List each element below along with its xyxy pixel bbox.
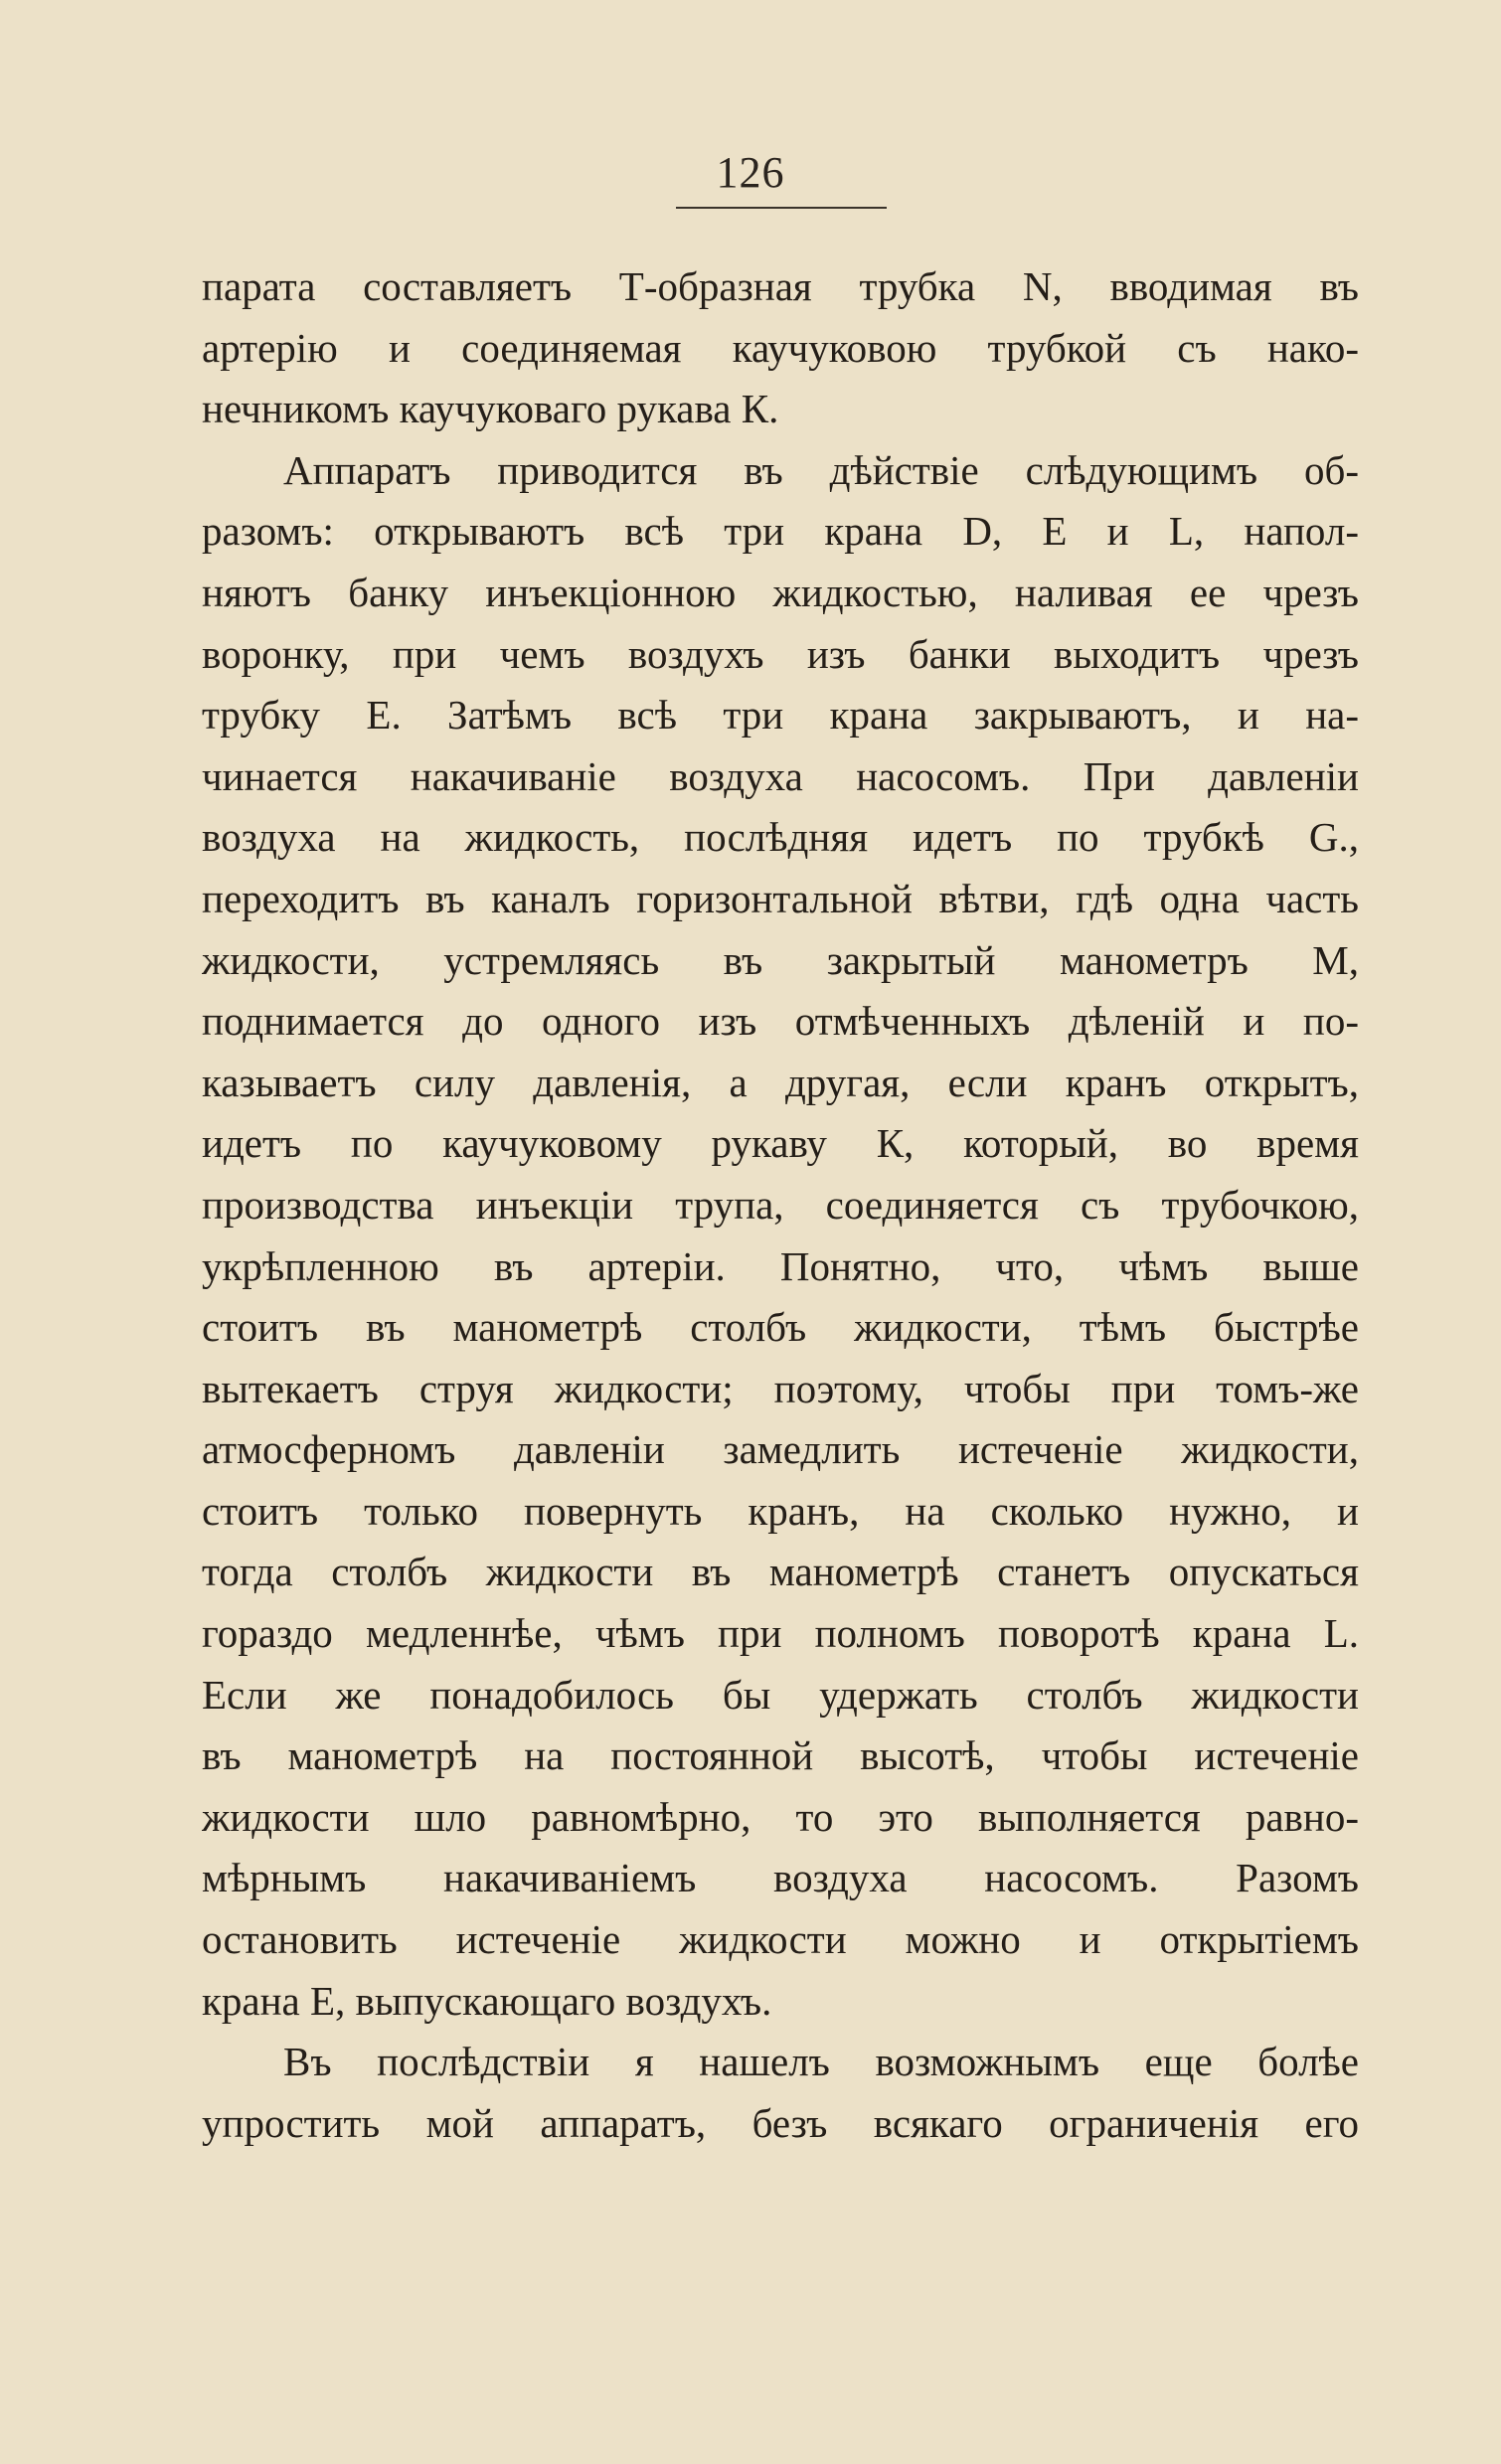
text-line: остановить истеченіе жидкости можно и открытіемъ <box>202 1916 1359 1963</box>
body-text <box>202 256 1359 2154</box>
text-line: жидкости, устремляясь въ закрытый манометръ M, <box>202 936 1359 983</box>
text-line: нечникомъ каучуковаго рукава К. <box>202 386 779 432</box>
text-line: производства инъекціи трупа, соединяется съ трубочкою, <box>202 1181 1359 1228</box>
text-line: воронку, при чемъ воздухъ изъ банки выходитъ чрезъ <box>202 630 1359 677</box>
text-line: чинается накачиваніе воздуха насосомъ. При давленіи <box>202 752 1359 799</box>
text-line: стоитъ въ манометрѣ столбъ жидкости, тѣмъ быстрѣе <box>202 1304 1359 1351</box>
text-line: парата составляетъ Т-образная трубка N, вводимая въ <box>202 263 1359 309</box>
text-line: укрѣпленною въ артеріи. Понятно, что, чѣмъ выше <box>202 1242 1359 1289</box>
text-line: упростить мой аппаратъ, безъ всякаго ограниченія его <box>202 2099 1359 2146</box>
text-line: гораздо медленнѣе, чѣмъ при полномъ поворотѣ крана L. <box>202 1610 1359 1657</box>
text-line: Аппаратъ приводится въ дѣйствіе слѣдующимъ об- <box>283 446 1359 493</box>
text-line: трубку E. Затѣмъ всѣ три крана закрываютъ, и на- <box>202 692 1359 739</box>
text-line: крана E, выпускающаго воздухъ. <box>202 1977 772 2024</box>
text-line: въ манометрѣ на постоянной высотѣ, чтобы истеченіе <box>202 1732 1359 1779</box>
header-rule <box>676 207 887 209</box>
text-line: поднимается до одного изъ отмѣченныхъ дѣленій и по- <box>202 998 1359 1045</box>
text-line: воздуха на жидкость, послѣдняя идетъ по трубкѣ G., <box>202 814 1359 861</box>
text-line: казываетъ силу давленія, а другая, если кранъ открытъ, <box>202 1059 1359 1105</box>
text-line: атмосферномъ давленіи замедлить истеченіе жидкости, <box>202 1426 1359 1473</box>
text-line: вытекаетъ струя жидкости; поэтому, чтобы при томъ-же <box>202 1365 1359 1411</box>
text-line: Въ послѣдствіи я нашелъ возможнымъ еще болѣе <box>283 2039 1359 2085</box>
text-line: тогда столбъ жидкости въ манометрѣ станетъ опускаться <box>202 1549 1359 1595</box>
text-line: идетъ по каучуковому рукаву К, который, во время <box>202 1120 1359 1167</box>
text-line: жидкости шло равномѣрно, то это выполняется равно- <box>202 1793 1359 1840</box>
text-line: мѣрнымъ накачиваніемъ воздуха насосомъ. Разомъ <box>202 1855 1359 1901</box>
text-line: няютъ банку инъекціонною жидкостью, наливая ее чрезъ <box>202 569 1359 615</box>
text-line: переходитъ въ каналъ горизонтальной вѣтви, гдѣ одна часть <box>202 875 1359 921</box>
text-line: артерію и соединяемая каучуковою трубкой съ нако- <box>202 324 1359 371</box>
text-line: стоитъ только повернуть кранъ, на сколько нужно, и <box>202 1487 1359 1534</box>
text-line: разомъ: открываютъ всѣ три крана D, E и L, напол- <box>202 508 1359 555</box>
text-line: Если же понадобилось бы удержать столбъ жидкости <box>202 1671 1359 1718</box>
page-number: 126 <box>716 148 785 197</box>
